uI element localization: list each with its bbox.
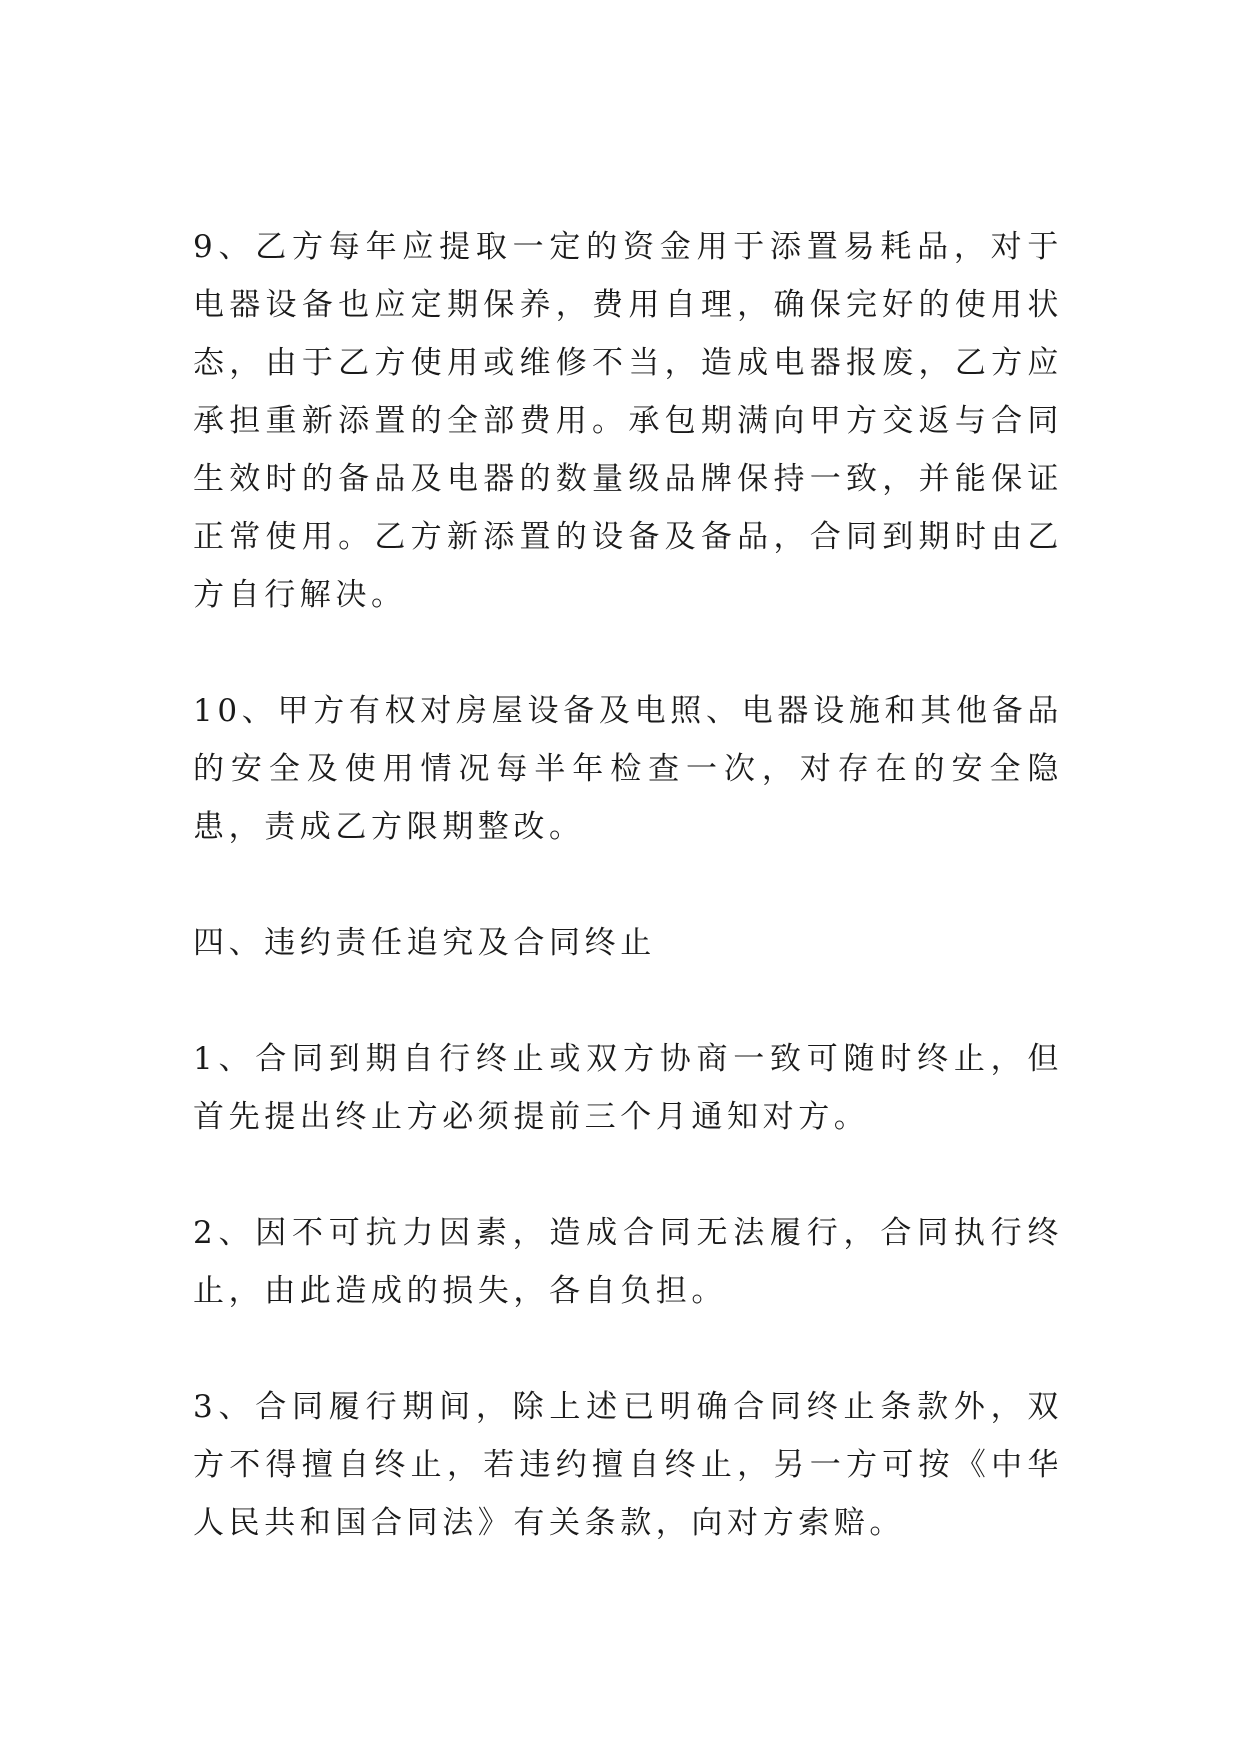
document-body [193, 218, 1063, 1610]
section-heading: 四、违约责任追究及合同终止 [193, 925, 656, 961]
clause-4-2-paragraph: 2、因不可抗力因素，造成合同无法履行，合同执行终止，由此造成的损失，各自负担。 [193, 1215, 1063, 1309]
clause-10-paragraph: 10、甲方有权对房屋设备及电照、电器设施和其他备品的安全及使用情况每半年检查一次，对存在的安全隐患，责成乙方限期整改。 [193, 693, 1063, 845]
clause-9-paragraph: 9、乙方每年应提取一定的资金用于添置易耗品，对于电器设备也应定期保养，费用自理，确保完好的使用状态，由于乙方使用或维修不当，造成电器报废，乙方应承担重新添置的全部费用。承包期满向甲方交返与合同生效时的备品及电器的数量级品牌保持一致，并能保证正常使用。乙方新添置的设备及备品，合同到期时由乙方自行解决。 [193, 229, 1063, 613]
clause-4-1-paragraph: 1、合同到期自行终止或双方协商一致可随时终止，但首先提出终止方必须提前三个月通知对方。 [193, 1041, 1063, 1135]
clause-4-3-paragraph: 3、合同履行期间，除上述已明确合同终止条款外，双方不得擅自终止，若违约擅自终止，另一方可按《中华人民共和国合同法》有关条款，向对方索赔。 [193, 1389, 1063, 1541]
